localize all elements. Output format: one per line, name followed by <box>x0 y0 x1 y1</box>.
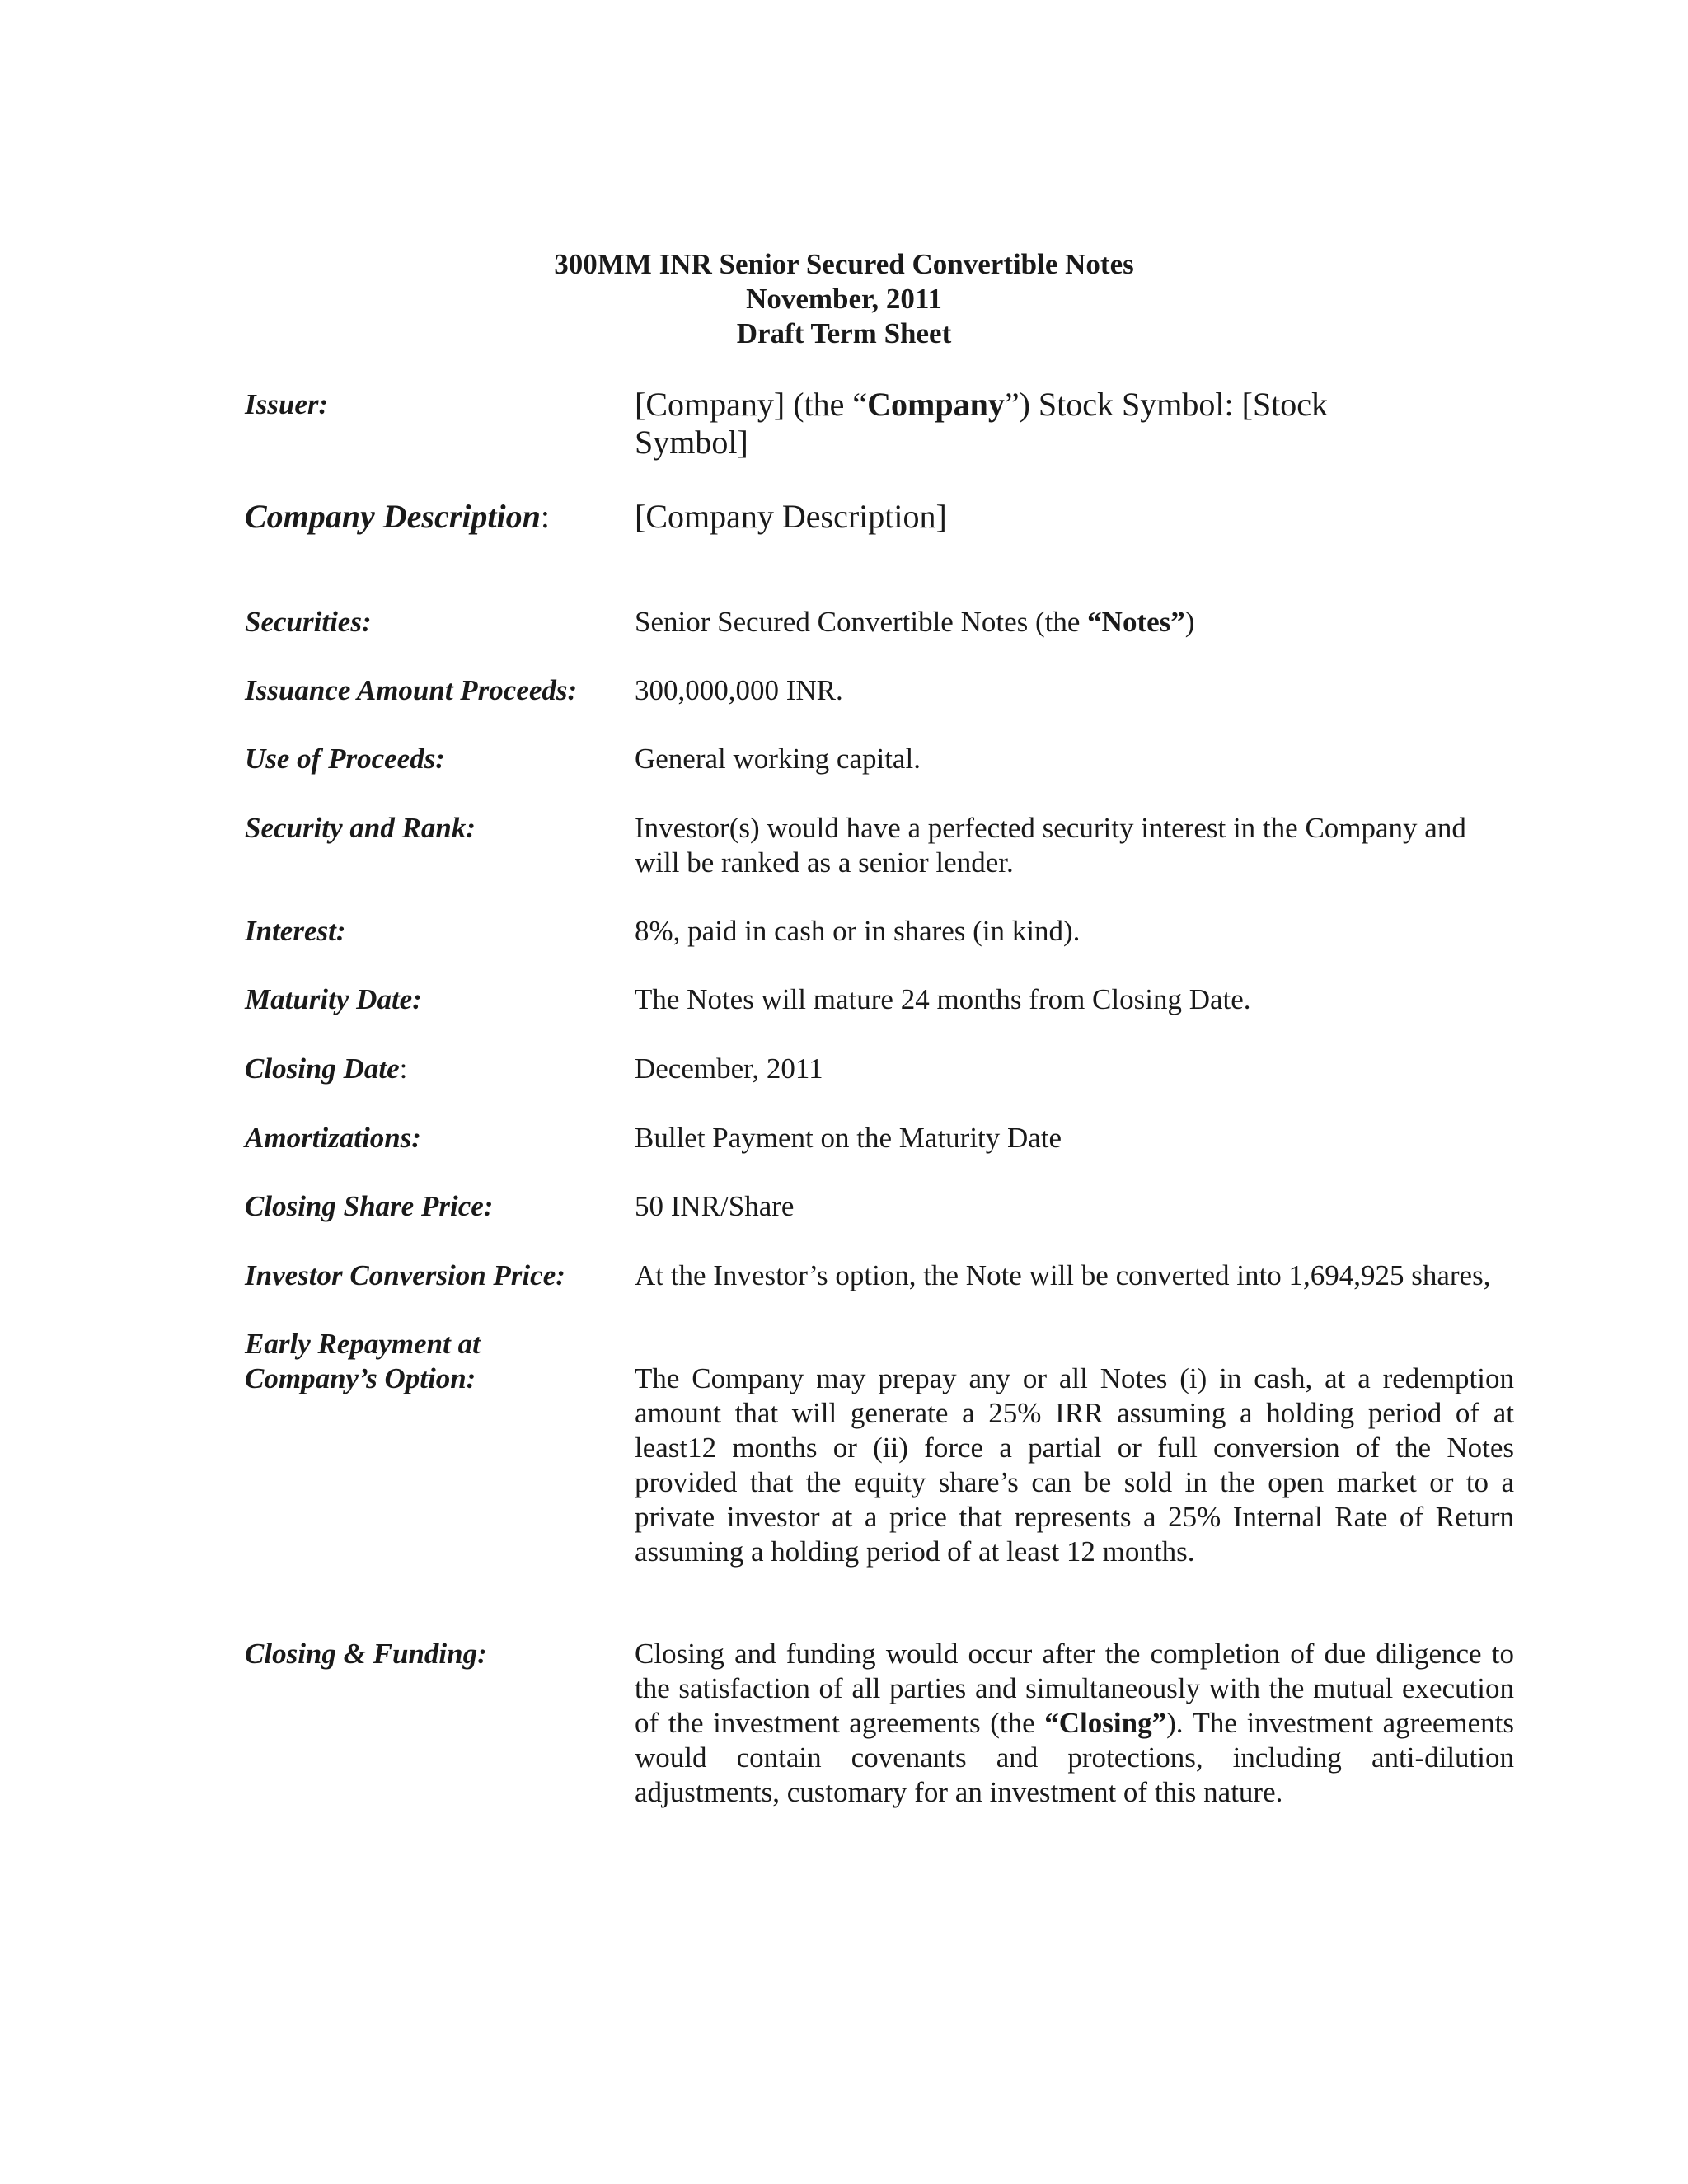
securities-value <box>635 605 1514 640</box>
issuer-value-pre: [Company] (the “ <box>635 386 868 423</box>
use-of-proceeds-value: General working capital. <box>635 743 921 775</box>
closing-date-value: December, 2011 <box>635 1052 823 1085</box>
document-title: 300MM INR Senior Secured Convertible Notes <box>554 248 1134 280</box>
security-and-rank-label: Security and Rank: <box>245 812 476 844</box>
issuer-value <box>635 386 1376 462</box>
closing-date-label-text: Closing Date <box>245 1052 400 1085</box>
maturity-date-label: Maturity Date: <box>245 983 422 1015</box>
document-subtitle: Draft Term Sheet <box>736 317 952 349</box>
early-repayment-label: Early Repayment at Company’s Option: <box>245 1328 481 1394</box>
use-of-proceeds-label: Use of Proceeds: <box>245 743 445 775</box>
interest-value: 8%, paid in cash or in shares (in kind). <box>635 915 1081 947</box>
security-and-rank-value: Investor(s) would have a perfected security interest in the Company and will be ranked as a senior lender. <box>635 812 1466 879</box>
maturity-date-value: The Notes will mature 24 months from Closing Date. <box>635 983 1251 1015</box>
closing-date-label <box>245 1052 616 1086</box>
issuance-amount-value: 300,000,000 INR. <box>635 674 843 706</box>
issuer-value-bold: Company <box>867 386 1005 423</box>
securities-value-pre: Senior Secured Convertible Notes (the <box>635 606 1088 638</box>
securities-value-post: ) <box>1184 606 1195 638</box>
amortizations-value: Bullet Payment on the Maturity Date <box>635 1122 1062 1154</box>
investor-conversion-price-label: Investor Conversion Price: <box>245 1259 565 1291</box>
interest-label: Interest: <box>245 915 346 947</box>
company-description-label-colon: : <box>540 498 551 535</box>
closing-funding-value-bold: “Closing” <box>1044 1707 1167 1739</box>
amortizations-label: Amortizations: <box>245 1122 421 1154</box>
document-date: November, 2011 <box>746 283 942 315</box>
company-description-label-text: Company Description <box>245 498 541 535</box>
closing-funding-label: Closing & Funding: <box>245 1638 487 1670</box>
company-description-value: [Company Description] <box>635 498 947 535</box>
closing-share-price-label: Closing Share Price: <box>245 1190 494 1222</box>
company-description-label <box>245 498 616 536</box>
issuer-label: Issuer: <box>245 388 329 420</box>
closing-funding-value-pre: Closing and funding would occur after the completion of due diligence to the satisfaction of all parties and simultaneously with the mutual execution of the investment agreements (the <box>635 1638 1514 1739</box>
closing-share-price-value: 50 INR/Share <box>635 1190 795 1222</box>
closing-funding-value <box>635 1637 1514 1810</box>
issuance-amount-label: Issuance Amount Proceeds: <box>245 674 578 706</box>
closing-date-label-colon: : <box>399 1052 408 1085</box>
securities-label: Securities: <box>245 606 372 638</box>
issuer-value-post: ”) Stock Symbol: [Stock Symbol] <box>635 386 1329 461</box>
investor-conversion-price-value: At the Investor’s option, the Note will be converted into 1,694,925 shares, <box>635 1259 1491 1291</box>
securities-value-bold: “Notes” <box>1087 606 1185 638</box>
early-repayment-value: The Company may prepay any or all Notes (i) in cash, at a redemption amount that will generate a 25% IRR assuming a holding period of at least12 months or (ii) force a partial or full conversion of the Notes provided that the equity share’s can be sold in the open market or to a private investor at a price that represents a 25% Internal Rate of Return assuming a holding period of at least 12 months. <box>635 1362 1514 1568</box>
closing-funding-value-post: ). The investment agreements would contain covenants and protections, including anti-dilution adjustments, customary for an investment of this nature. <box>635 1707 1515 1808</box>
